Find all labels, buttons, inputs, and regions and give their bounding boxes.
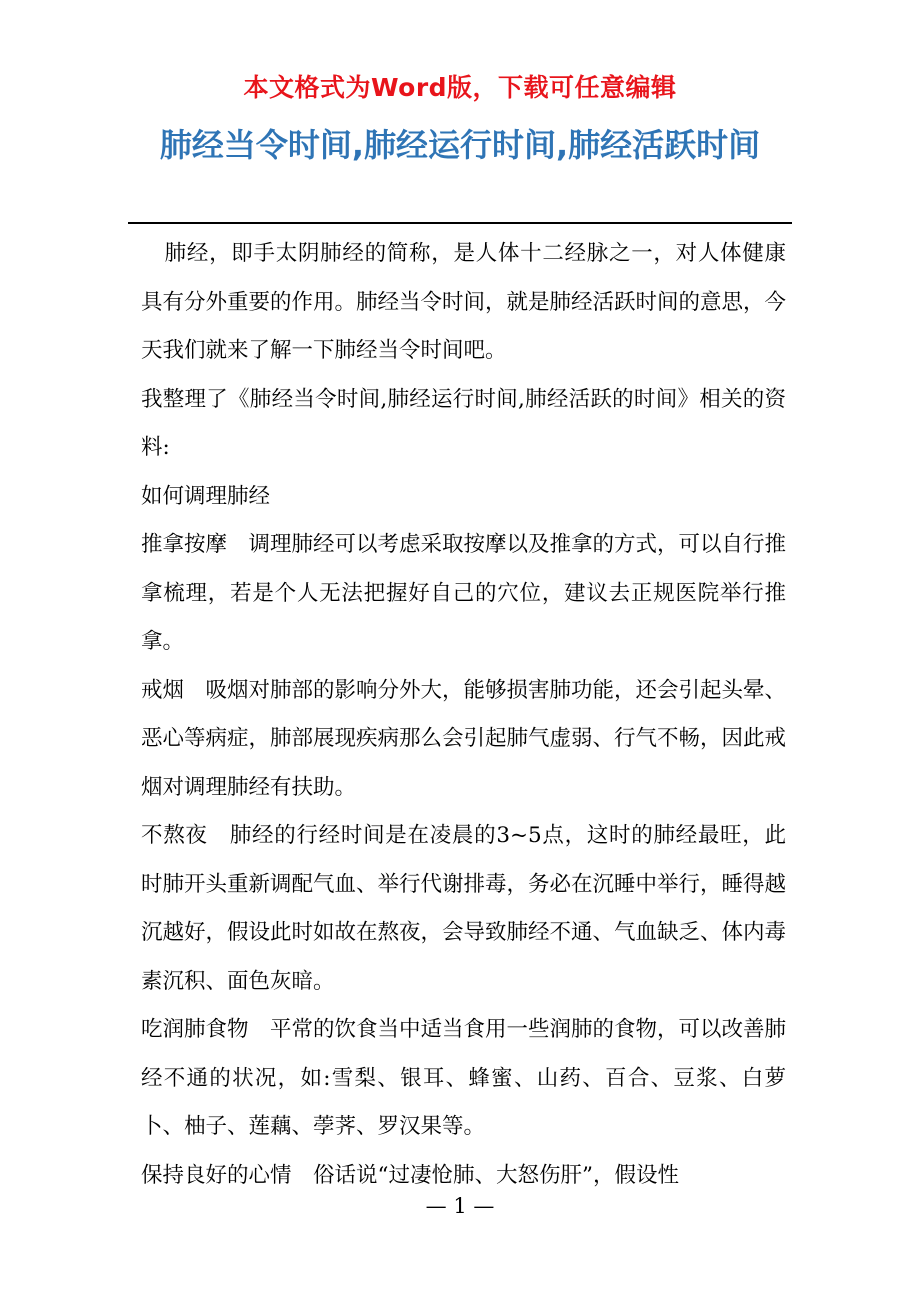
mood-paragraph: 保持良好的心情 俗话说“过凄怆肺、大怒伤肝”，假设性 (141, 1162, 679, 1188)
page-number: — 1 — (425, 1194, 495, 1218)
source-paragraph: 我整理了《肺经当令时间,肺经运行时间,肺经活跃的时间》相关的资料: (141, 386, 786, 460)
no-late-night-paragraph: 不熬夜 肺经的行经时间是在凌晨的3~5点，这时的肺经最旺，此时肺开头重新调配气血、举行代谢排毒，务必在沉睡中举行，睡得越沉越好，假设此时如故在熬夜，会导致肺经不通、气血缺乏、体内毒素沉积、面色灰暗。 (141, 823, 787, 994)
title-divider (128, 222, 792, 224)
quit-smoking-paragraph: 戒烟 吸烟对肺部的影响分外大，能够损害肺功能，还会引起头晕、恶心等病症，肺部展现疾病那么会引起肺气虚弱、行气不畅，因此戒烟对调理肺经有扶助。 (141, 677, 787, 800)
download-banner: 本文格式为Word版，下载可任意编辑 (243, 73, 677, 102)
massage-paragraph: 推拿按摩 调理肺经可以考虑采取按摩以及推拿的方式，可以自行推拿梳理，若是个人无法把握好自己的穴位，建议去正规医院举行推拿。 (141, 532, 787, 654)
document-title: 肺经当令时间,肺经运行时间,肺经活跃时间 (159, 126, 761, 164)
intro-paragraph: 肺经，即手太阴肺经的简称，是人体十二经脉之一，对人体健康具有分外重要的作用。肺经当令时间，就是肺经活跃时间的意思，今天我们就来了解一下肺经当令时间吧。 (141, 241, 787, 363)
section-heading: 如何调理肺经 (141, 483, 271, 509)
food-paragraph: 吃润肺食物 平常的饮食当中适当食用一些润肺的食物，可以改善肺经不通的状况，如:雪梨、银耳、蜂蜜、山药、百合、豆浆、白萝卜、柚子、莲藕、荸荠、罗汉果等。 (141, 1017, 787, 1139)
document-body (141, 230, 786, 1200)
